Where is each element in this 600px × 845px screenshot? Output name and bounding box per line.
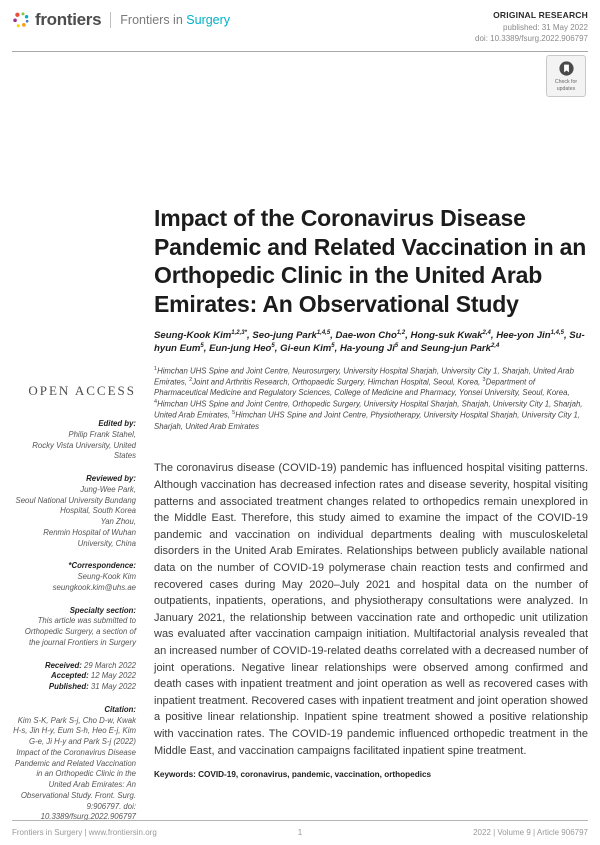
doi-link[interactable]: doi: 10.3389/fsurg.2022.906797 [475,34,588,44]
reviewed-by-group [12,474,136,549]
affiliation-text: Department of Pharmaceutical Medicine and Regulatory Sciences, College of Medicine and Pharmacy, Yonsei University, Seoul, Korea, [154,377,570,398]
author-name: Eun-jung Heo [209,343,272,355]
author-affiliation-sup: 5 [394,343,399,350]
journal-name: Surgery [186,13,231,27]
editor-affiliation: Rocky Vista University, United States [32,440,136,461]
dates-list [12,661,136,693]
reviewed-by-label: Reviewed by: [86,474,136,484]
date-label: Received: [44,660,84,670]
author-separator: , [330,330,336,342]
author-name: Seung-Kook Kim [154,330,232,342]
open-access-label: OPEN ACCESS [28,383,136,399]
dates-group [12,661,136,693]
date-value: 31 May 2022 [90,682,136,692]
reviewer-name: Jung-Wee Park, [80,484,136,494]
author-separator: , [405,330,411,342]
affiliation-sup: 5 [232,410,236,417]
author-separator: , [334,343,340,355]
author-affiliation-sup: 1,4,5 [316,330,331,337]
author-name: Hong-suk Kwak [410,330,483,342]
author-separator: and [398,343,421,355]
author-name: Su-hyun Eum [154,330,585,355]
journal-title [120,13,230,27]
check-for-updates-badge[interactable] [546,55,586,97]
reviewer-affiliation: Seoul National University Bundang Hospital, South Korea [15,495,136,516]
citation-group [12,705,136,823]
page-number: 1 [297,828,303,837]
content [0,52,600,835]
author-name: Gi-eun Kim [280,343,332,355]
citation-label: Citation: [104,704,136,714]
affiliation-text: Himchan UHS Spine and Joint Centre, Neurosurgery, University Hospital Sharjah, University City 1, Sharjah, United Arab Emirates, [154,366,574,387]
author-affiliation-sup: 5 [200,343,204,350]
author-name: Seo-jung Park [252,330,317,342]
sidebar [12,52,136,835]
author-separator: , [490,330,497,342]
specialty-label: Specialty section: [69,605,136,615]
published-date: published: 31 May 2022 [503,22,588,32]
brand-divider [110,12,111,28]
affiliation-text: Himchan UHS Spine and Joint Centre, Physiotherapy, University Hospital Sharjah, University City 1, Sharjah, United Arab Emirates [154,410,581,431]
affiliation-sup: 1 [154,365,158,372]
author-separator: , [203,343,210,355]
frontiers-logo-icon [12,11,30,29]
article-main [154,52,588,835]
affiliation-sup: 3 [482,376,486,383]
journal-prefix: Frontiers in [120,13,183,27]
correspondence-email[interactable]: seungkook.kim@uhs.ae [52,582,136,592]
header-meta [475,10,588,44]
editor-name: Philip Frank Stahel, [68,429,136,439]
citation-text: Kim S-K, Park S-j, Cho D-w, Kwak H-s, Jin H-y, Eum S-h, Heo E-j, Kim G-e, Ji H-y and Park S-j (2022) Impact of the Coronavirus Disease Pandemic and Related Vaccination in an Orthopedic Clinic in the United Arab Emirates: An Observational Study. Front. Surg. 9:906797. doi: 10.3389/fsurg.2022.906797 [13,715,136,822]
date-label: Accepted: [51,671,91,681]
article-type: ORIGINAL RESEARCH [493,10,588,20]
author-list [154,330,588,356]
affiliation-sup: 4 [154,398,158,405]
author-affiliation-sup: 1,4,5 [550,330,564,337]
author-affiliation-sup: 2,4 [490,343,500,350]
author-affiliation-sup: 1,2 [396,330,406,337]
correspondence-label: *Correspondence: [68,561,136,571]
brand-name: frontiers [35,10,102,29]
edited-by-label: Edited by: [98,419,136,429]
author-affiliation-sup: 1,2,3* [231,330,247,337]
correspondence-name: Seung-Kook Kim [77,572,136,582]
affiliations [154,366,588,433]
badge-text: Check for updates [554,79,578,92]
date-label: Published: [48,682,91,692]
affiliation-text: Joint and Arthritis Research, Orthopaedic Surgery, Himchan Hospital, Seoul, Korea, [192,377,483,387]
affiliation-sup: 2 [189,376,193,383]
correspondence-group [12,561,136,593]
article-title: Impact of the Coronavirus Disease Pandemic and Related Vaccination in an Orthopedic Clinic in the United Arab Emirates: An Observational Study [154,205,587,317]
edited-by-group [12,419,136,462]
author-affiliation-sup: 2,4 [482,330,491,337]
specialty-group [12,606,136,649]
keywords-line: Keywords: COVID-19, coronavirus, pandemic, vaccination, orthopedics [154,770,432,780]
footer-issue-info: 2022 | Volume 9 | Article 906797 [473,828,588,837]
date-value: 12 May 2022 [90,671,136,681]
date-row [12,661,136,672]
author-name: Seung-jun Park [420,343,491,355]
date-row [12,682,136,693]
specialty-text: This article was submitted to Orthopedic Surgery, a section of the journal Frontiers in Surgery [24,616,136,647]
reviewer-name: Yan Zhou, [100,517,136,527]
footer [12,820,588,837]
date-row [12,671,136,682]
author-name: Hee-yon Jin [496,330,551,342]
bookmark-icon [558,60,575,77]
journal-brand [12,10,230,30]
author-name: Dae-won Cho [335,330,397,342]
abstract-text: The coronavirus disease (COVID-19) pandemic has influenced hospital visiting patterns. Although vaccination has decreased infection rates and disease severity, hospital visiting patterns and associated treatment changes related to orthopedics remain unexplored in the Middle East. Therefore, this study aimed to examine the impact of the COVID-19 pandemic and vaccination on individual departments dealing with musculoskeletal disorders in the United Arab Emirates. Relationships between publicly available national data on the number of COVID-19 polymerase chain reaction tests and confirmed and recovered cases during May 2020–July 2021 and hospital data on the number of outpatients, inpatients, operations, and physiotherapy consultations were analyzed. In January 2021, the relationship between vaccination rate and orthopedic unit utilization was evaluated after vaccination campaign initiation. Multifactorial analysis revealed that an increased number of COVID-19-related deaths correlated with a decreased number of joint operations. Negative linear relationships were observed among confirmed and death cases with inpatient treatment and joint operation as well as recovered cases with inpatient treatment. Recovered cases with inpatient treatment and joint operation showed a positive linear relationship. Inpatient spine treatment showed a positive relationship with vaccination rates. The COVID-19 pandemic influenced orthopedic treatment in the Middle East, and vaccination campaigns facilitated inpatient spine treatment. [154,462,588,757]
reviewer-affiliation: Renmin Hospital of Wuhan University, China [43,527,136,548]
reviewer-list [12,485,136,550]
author-name: Ha-young Ji [339,343,395,355]
affiliation-text: Himchan UHS Spine and Joint Centre, Orthopedic Surgery, University Hospital Sharjah, Sharjah, University City 1, Sharjah, United Arab Emirates, [154,399,583,420]
footer-journal-link[interactable]: Frontiers in Surgery | www.frontiersin.org [12,828,157,837]
author-separator: , [274,343,281,355]
date-value: 29 March 2022 [83,660,136,670]
author-affiliation-sup: 5 [271,343,275,350]
author-separator: , [246,330,253,342]
author-separator: , [563,330,570,342]
author-affiliation-sup: 5 [331,343,335,350]
header [0,0,600,44]
